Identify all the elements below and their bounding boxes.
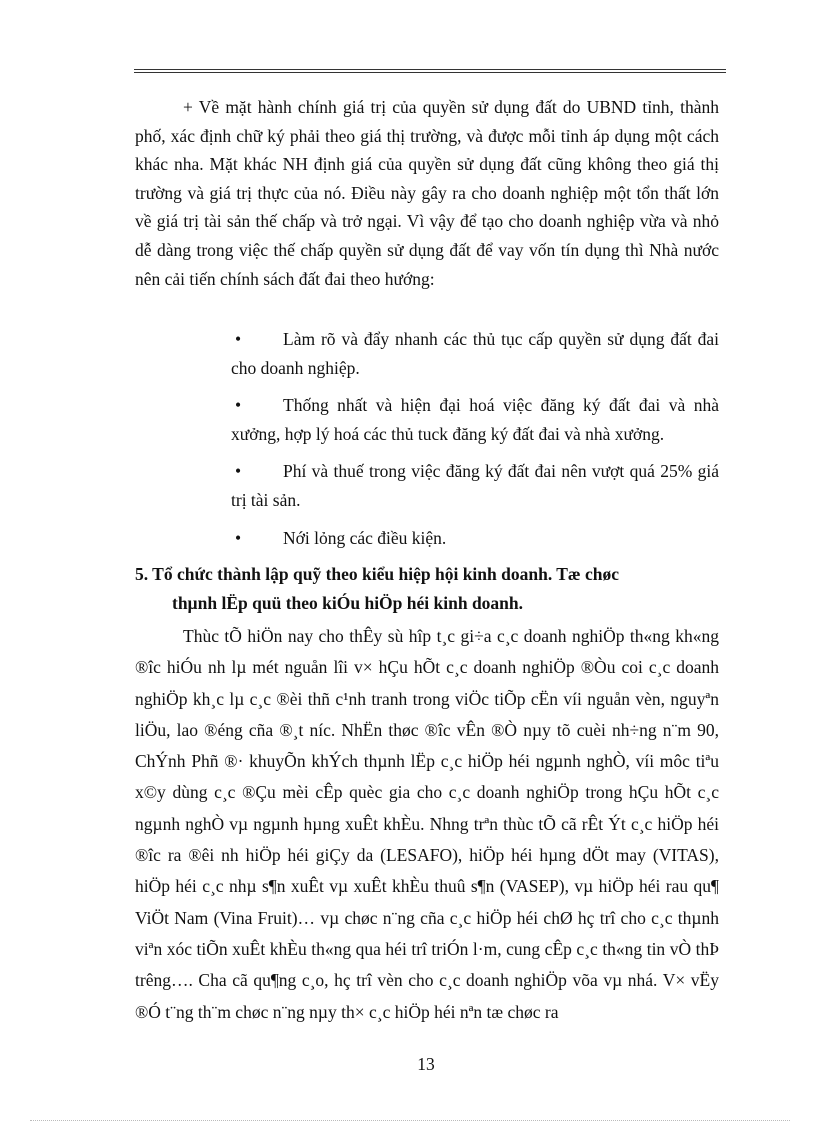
section-heading-line1: 5. Tổ chức thành lập quỹ theo kiểu hiệp hội kinh doanh. Tæ chøc — [135, 564, 619, 584]
bullet-icon: • — [235, 527, 242, 548]
header-rule-top — [134, 69, 726, 70]
list-item — [231, 524, 719, 553]
section-heading — [135, 560, 719, 617]
list-item-text: Thống nhất và hiện đại hoá việc đăng ký đất đai và nhà xưởng, hợp lý hoá các thủ tuck đăng ký đất đai và nhà xưởng. — [231, 395, 719, 444]
list-item — [231, 391, 719, 448]
bullet-icon: • — [235, 329, 242, 349]
list-item-text: Nới lỏng các điều kiện. — [283, 527, 447, 548]
bullet-icon: • — [235, 395, 242, 416]
section-heading-line2: thµnh lËp quü theo kiÓu hiÖp héi kinh doanh. — [172, 592, 524, 613]
bullet-list — [231, 325, 719, 561]
list-item-text: Phí và thuế trong việc đăng ký đất đai nên vượt quá 25% giá trị tài sản. — [231, 461, 719, 510]
list-item — [231, 457, 719, 514]
header-rule-bottom — [134, 72, 726, 73]
page-bottom-border — [30, 1120, 790, 1121]
list-item — [231, 325, 719, 382]
list-item-text: Làm rõ và đẩy nhanh các thủ tục cấp quyền sử dụng đất đai cho doanh nghiệp. — [231, 329, 719, 378]
bullet-icon: • — [235, 461, 242, 482]
paragraph-business-associations: Thùc tÕ hiÖn nay cho thÊy sù hîp t¸c gi÷a c¸c doanh nghiÖp th«ng kh«ng ®îc hiÓu nh lµ mét nguån lîi v× hÇu hÕt c¸c doanh nghiÖp ®Òu coi c¸c doanh nghiÖp kh¸c lµ c¸c ®èi thñ c¹nh tranh trong viÖc tiÕp cËn víi nguån vèn, nguyªn liÖu, lao ®éng cña ®¸t níc. NhËn thøc ®îc vÊn ®Ò nµy tõ cuèi nh÷ng n¨m 90, ChÝnh Phñ ®· khuyÕn khÝch thµnh lËp c¸c hiÖp héi ngµnh nghÒ, víi môc tiªu x©y dùng c¸c ®Çu mèi cÊp quèc gia cho c¸c doanh nghiÖp trong hÇu hÕt c¸c ngµnh nghÒ vµ ngµnh hµng xuÊt khÈu. Nhng trªn thùc tÕ cã rÊt Ýt c¸c hiÖp héi ®îc ra ®êi nh hiÖp héi giÇy da (LESAFO), hiÖp héi hµng dÖt may (VITAS), hiÖp héi c¸c nhµ s¶n xuÊt vµ xuÊt khÈu thuû s¶n (VASEP), vµ hiÖp héi rau qu¶ ViÖt Nam (Vina Fruit)… vµ chøc n¨ng cña c¸c hiÖp héi chØ hç trî cho c¸c thµnh viªn xóc tiÕn xuÊt khÈu th«ng qua héi trî triÓn l·m, cung cÊp c¸c th«ng tin vÒ thÞ trêng…. Cha cã qu¶ng c¸o, hç trî vèn cho c¸c doanh nghiÖp võa vµ nhá. V× vËy ®Ó t¨ng th¨m chøc n¨ng nµy th× c¸c hiÖp héi nªn tæ chøc ra — [135, 626, 719, 1022]
page-number: 13 — [417, 1054, 435, 1074]
paragraph-land-use-rights: + Về mặt hành chính giá trị của quyền sử dụng đất do UBND tỉnh, thành phố, xác định chữ ký phải theo giá thị trường, và được mỗi tỉnh áp dụng một cách khác nha. Mặt khác NH định giá của quyền sử dụng đất cũng không theo giá thị trường và giá trị thực của nó. Điều này gây ra cho doanh nghiệp một tổn thất lớn về giá trị tài sản thế chấp và trở ngại. Vì vậy để tạo cho doanh nghiệp vừa và nhỏ dễ dàng trong việc thế chấp quyền sử dụng đất để vay vốn tín dụng thì Nhà nước nên cải tiến chính sách đất đai theo hướng: — [135, 97, 719, 289]
